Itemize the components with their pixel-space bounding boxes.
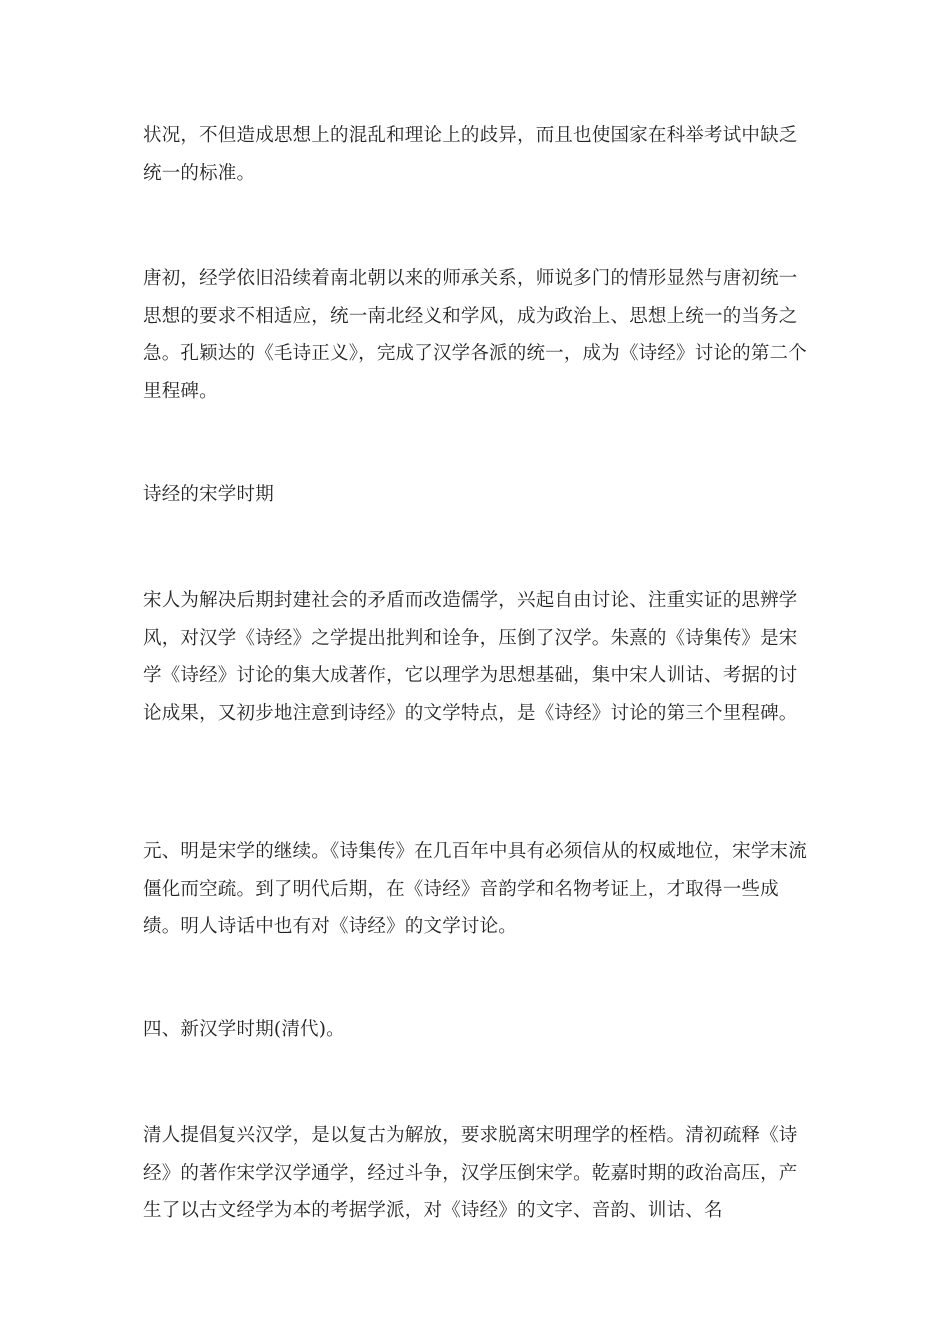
paragraph-qing-scholarship: 清人提倡复兴汉学，是以复古为解放，要求脱离宋明理学的桎梏。清初疏释《诗经》的著作宋学汉学通学，经过斗争，汉学压倒宋学。乾嘉时期的政治高压，产生了以古文经学为本的考据学派，对《诗经》的文字、音韵、训诂、名 xyxy=(143,1125,798,1221)
paragraph-exam-standards: 状况，不但造成思想上的混乱和理论上的歧异，而且也使国家在科举考试中缺乏统一的标准。 xyxy=(143,125,798,184)
paragraph-song-scholarship: 宋人为解决后期封建社会的矛盾而改造儒学，兴起自由讨论、注重实证的思辨学风，对汉学《诗经》之学提出批判和诠争，压倒了汉学。朱熹的《诗集传》是宋学《诗经》讨论的集大成著作，它以理学为思想基础，集中宋人训诂、考据的讨论成果，又初步地注意到诗经》的文学特点，是《诗经》讨论的第三个里程碑。 xyxy=(143,590,798,724)
section-heading-song-period: 诗经的宋学时期 xyxy=(143,484,274,505)
paragraph-yuan-ming: 元、明是宋学的继续。《诗集传》在几百年中具有必须信从的权威地位，宋学末流僵化而空疏。到了明代后期，在《诗经》音韵学和名物考证上，才取得一些成绩。明人诗话中也有对《诗经》的文学讨论。 xyxy=(143,841,807,937)
section-heading-qing-period: 四、新汉学时期(清代)。 xyxy=(143,1019,345,1040)
paragraph-tang-classics: 唐初，经学依旧沿续着南北朝以来的师承关系，师说多门的情形显然与唐初统一思想的要求不相适应，统一南北经义和学风，成为政治上、思想上统一的当务之急。孔颖达的《毛诗正义》，完成了汉学各派的统一，成为《诗经》讨论的第二个里程碑。 xyxy=(143,268,807,402)
